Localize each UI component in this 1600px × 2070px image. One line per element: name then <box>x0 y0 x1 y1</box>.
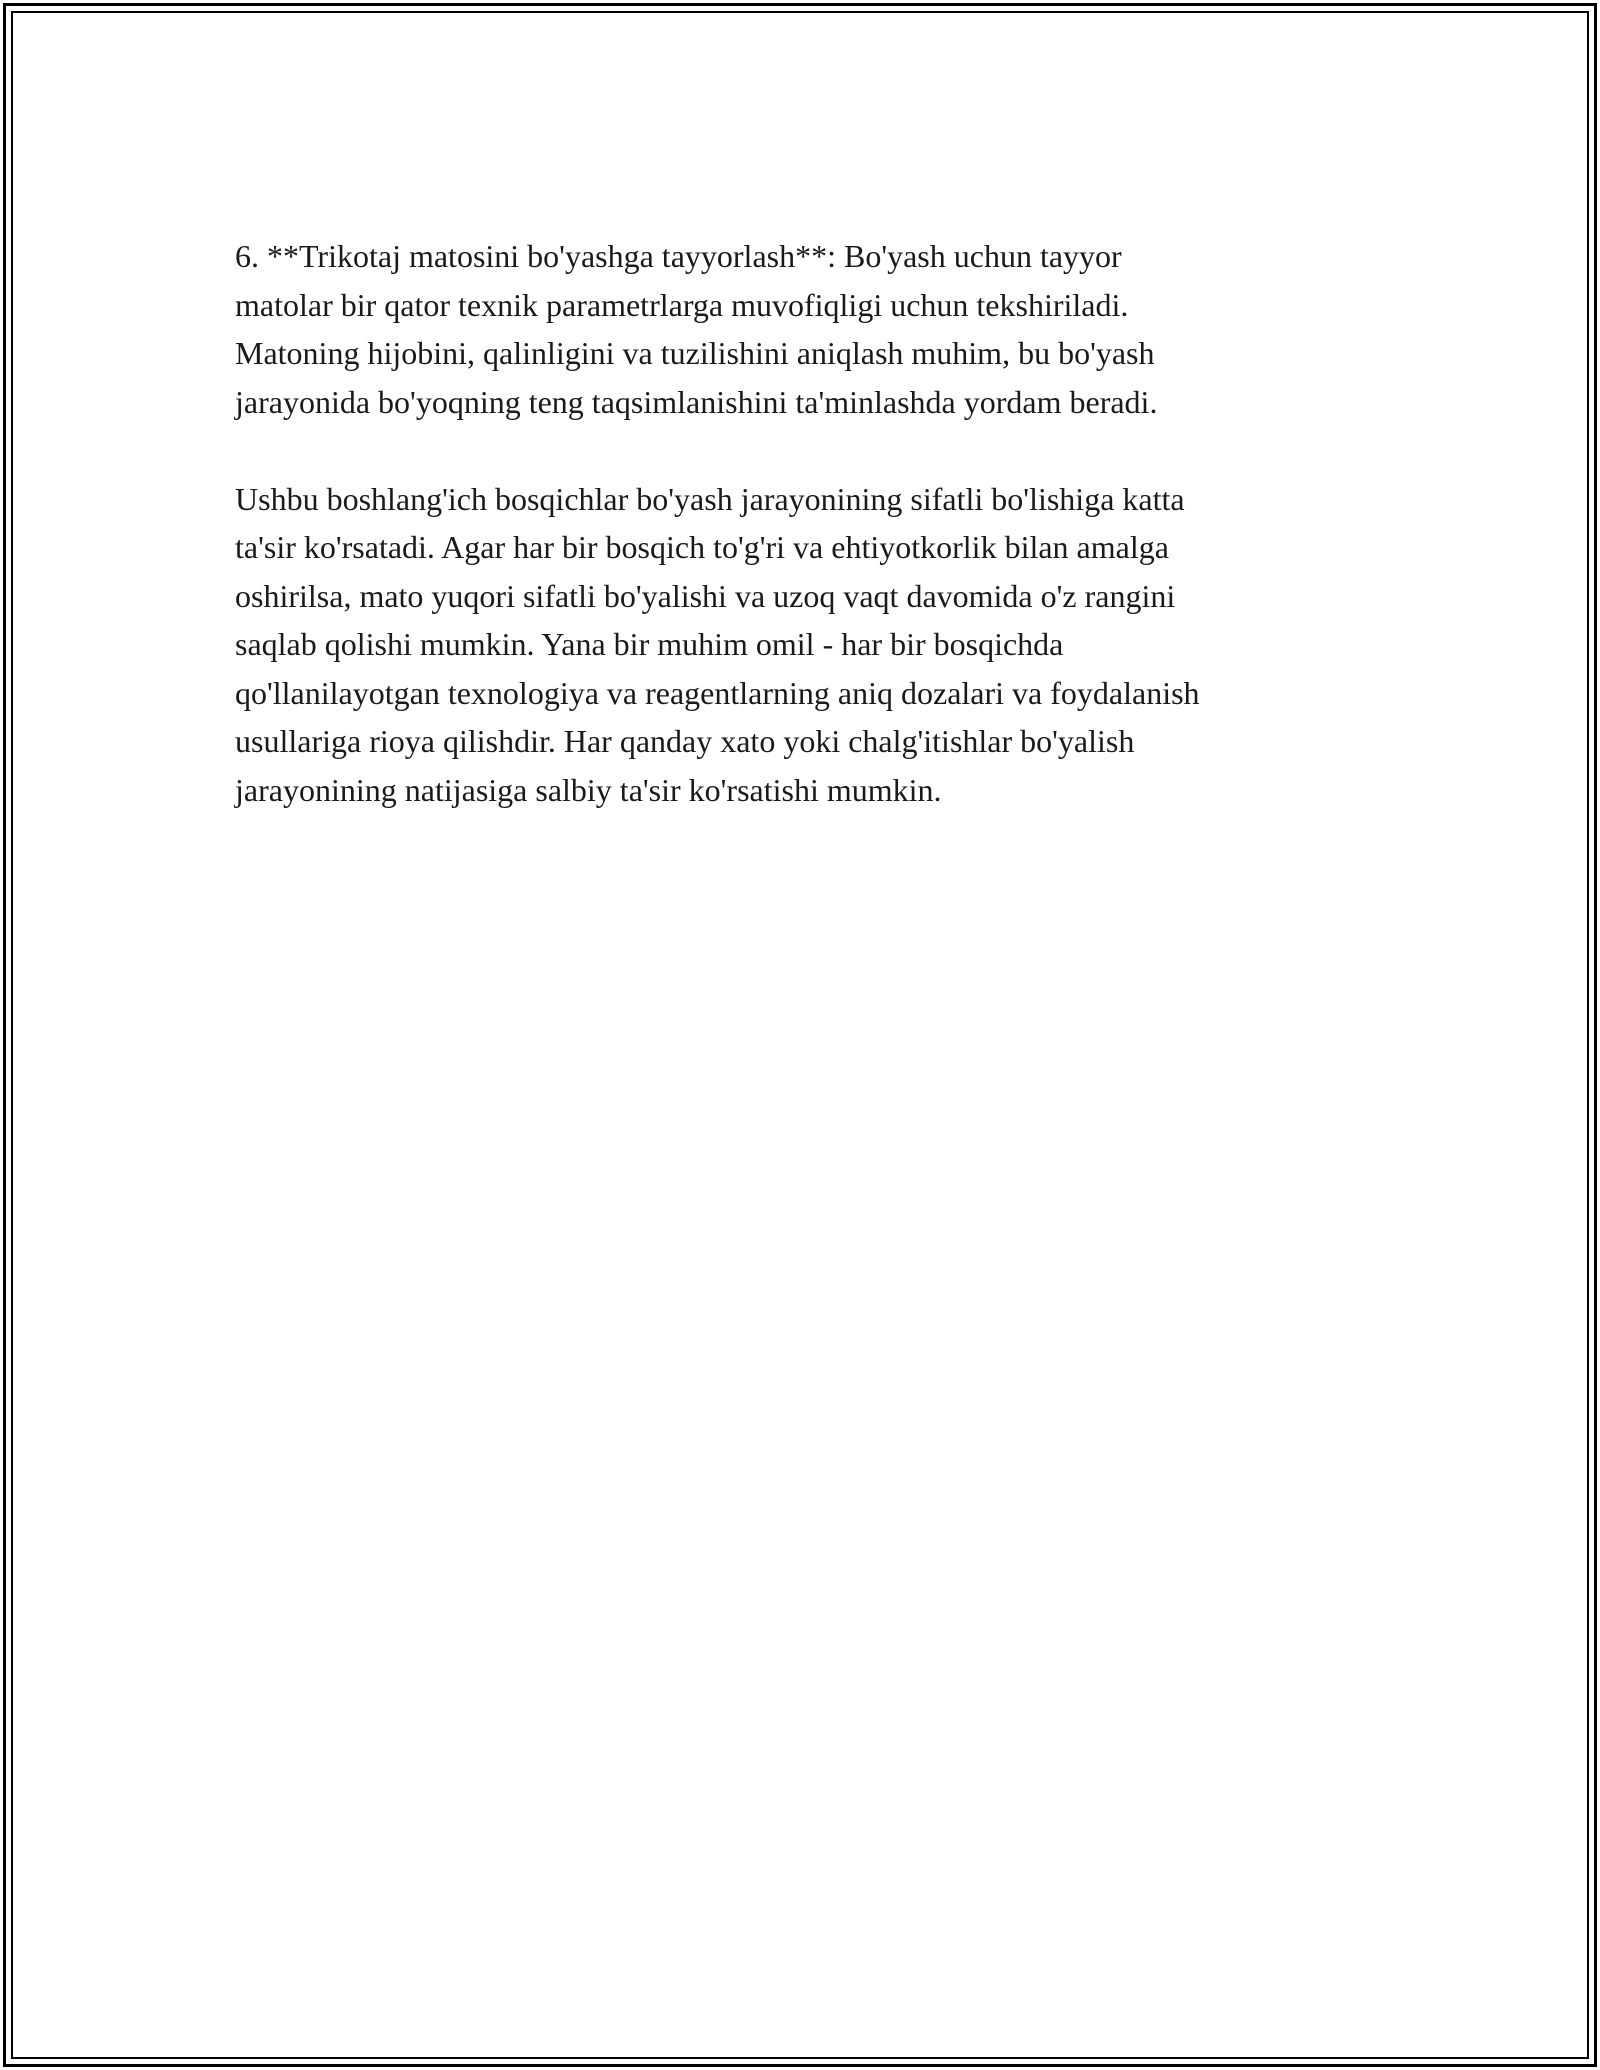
paragraph-summary: Ushbu boshlang'ich bosqichlar bo'yash jarayonining sifatli bo'lishiga katta ta'sir ko'rsatadi. Agar har bir bosqich to'g'ri va ehtiyotkorlik bilan amalga oshirilsa, mato yuqori sifatli bo'yalishi va uzoq vaqt davomida o'z rangini saqlab qolishi mumkin. Yana bir muhim omil - har bir bosqichda qo'llanilayotgan texnologiya va reagentlarning aniq dozalari va foydalanish usullariga rioya qilishdir. Har qanday xato yoki chalg'itishlar bo'yalish jarayonining natijasiga salbiy ta'sir ko'rsatishi mumkin. <box>235 480 1200 808</box>
paragraph-preparation: 6. **Trikotaj matosini bo'yashga tayyorlash**: Bo'yash uchun tayyor matolar bir qator texnik parametrlarga muvofiqligi uchun tekshiriladi. Matoning hijobini, qalinligini va tuzilishini aniqlash muhim, bu bo'yash jarayonida bo'yoqning teng taqsimlanishini ta'minlashda yordam beradi. <box>235 238 1158 420</box>
document-body <box>235 232 1375 863</box>
